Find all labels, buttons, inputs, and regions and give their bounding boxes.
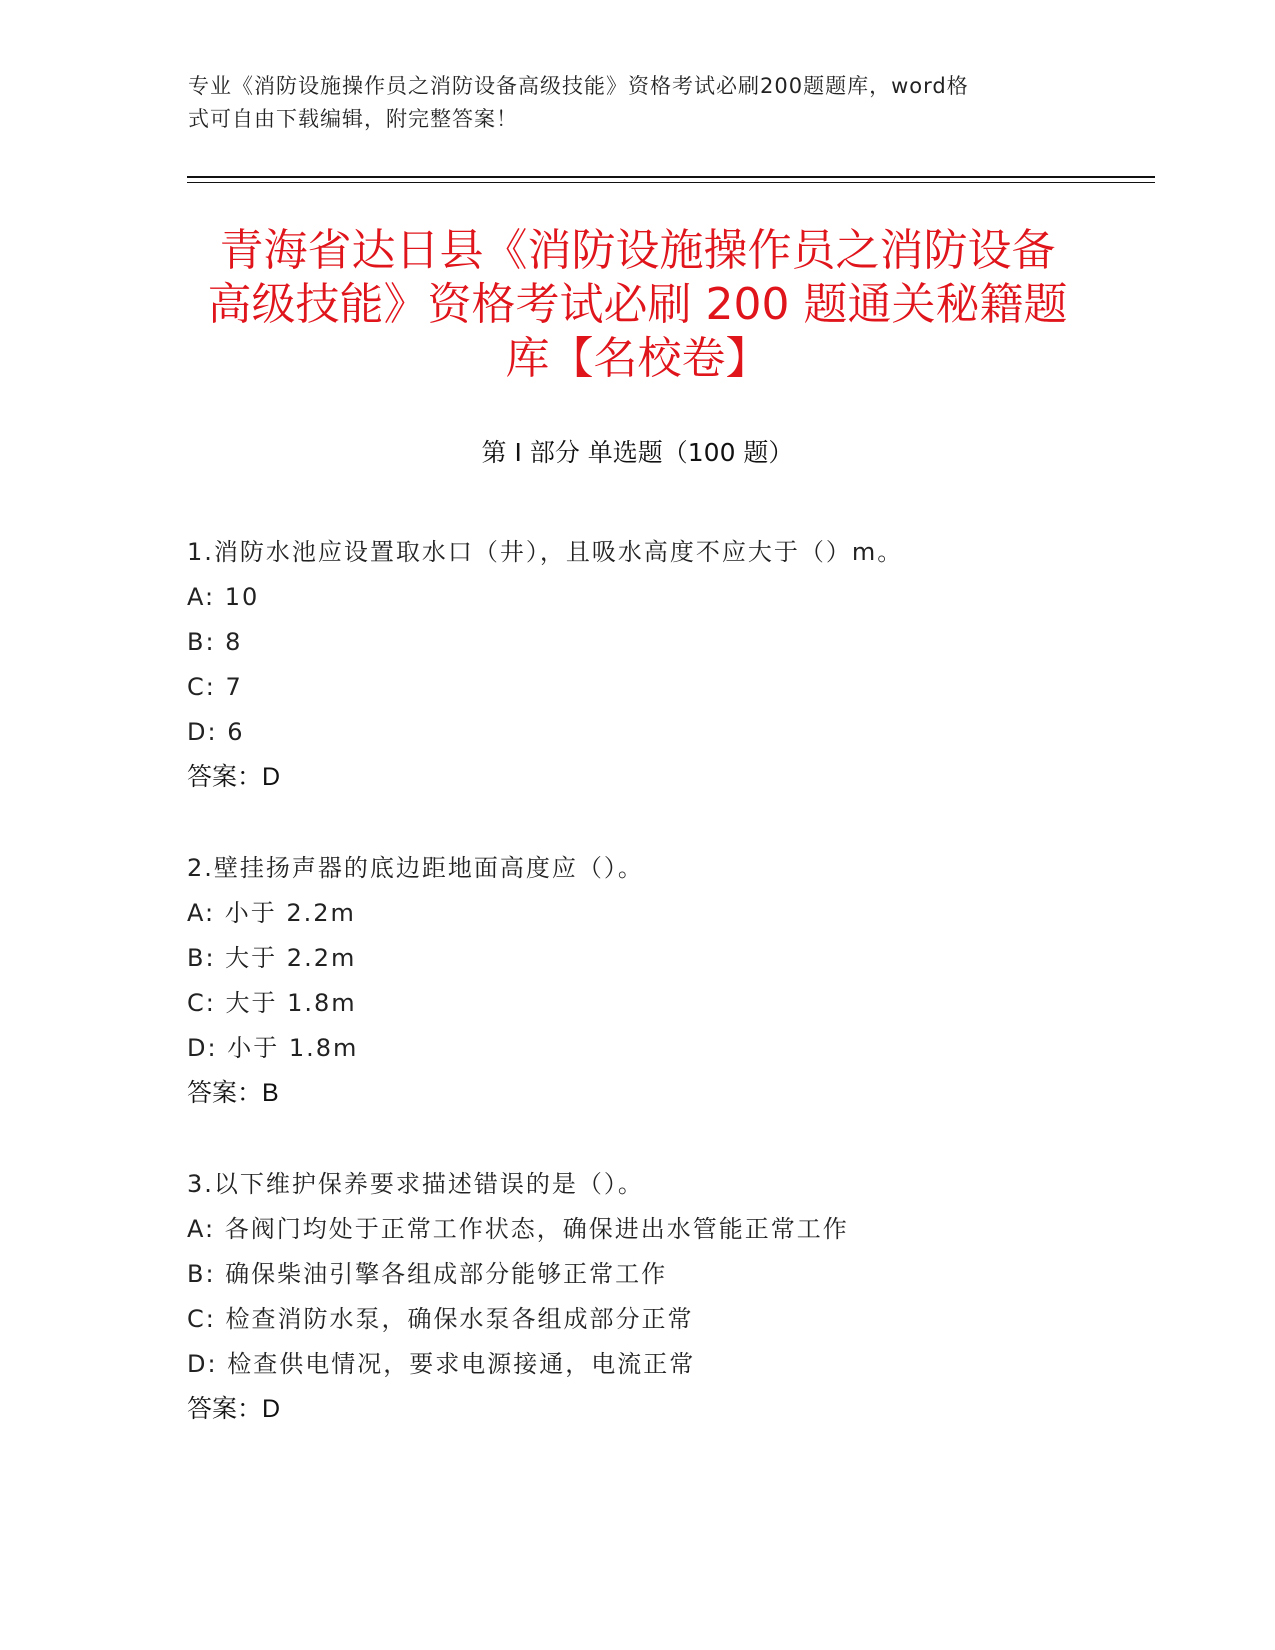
option-c: C: 大于 1.8m: [187, 989, 357, 1017]
question-item: [187, 846, 1137, 1116]
title-line-2: 高级技能》资格考试必刷 200 题通关秘籍题: [207, 279, 1068, 330]
question-list: [187, 530, 1137, 1478]
title-line-1: 青海省达日县《消防设施操作员之消防设备: [219, 225, 1056, 276]
header-divider-thin: [187, 182, 1155, 183]
answer-line: 答案：D: [187, 1395, 281, 1423]
option-a: A: 小于 2.2m: [187, 899, 356, 927]
option-c: C: 检查消防水泵，确保水泵各组成部分正常: [187, 1305, 694, 1333]
question-item: [187, 1162, 1137, 1432]
question-stem: 2.壁挂扬声器的底边距地面高度应（）。: [187, 854, 644, 882]
answer-line: 答案：B: [187, 1079, 279, 1107]
option-b: B: 8: [187, 628, 243, 656]
header-divider-thick: [187, 176, 1155, 178]
option-b: B: 确保柴油引擎各组成部分能够正常工作: [187, 1260, 668, 1288]
option-d: D: 检查供电情况，要求电源接通，电流正常: [187, 1350, 696, 1378]
document-title: [170, 224, 1105, 386]
option-a: A: 10: [187, 583, 260, 611]
option-a: A: 各阀门均处于正常工作状态，确保进出水管能正常工作: [187, 1215, 849, 1243]
header-note-line-2: 式可自由下载编辑，附完整答案！: [188, 107, 518, 131]
question-stem: 1.消防水池应设置取水口（井），且吸水高度不应大于（）m。: [187, 538, 904, 566]
section-heading: 第 I 部分 单选题（100 题）: [481, 438, 794, 467]
option-d: D: 小于 1.8m: [187, 1034, 359, 1062]
option-c: C: 7: [187, 673, 243, 701]
option-d: D: 6: [187, 718, 245, 746]
header-note: [188, 70, 1088, 136]
title-line-3: 库【名校卷】: [505, 333, 770, 384]
header-note-line-1: 专业《消防设施操作员之消防设备高级技能》资格考试必刷200题题库，word格: [188, 74, 969, 98]
question-stem: 3.以下维护保养要求描述错误的是（）。: [187, 1170, 644, 1198]
option-b: B: 大于 2.2m: [187, 944, 357, 972]
answer-line: 答案：D: [187, 763, 281, 791]
question-item: [187, 530, 1137, 800]
